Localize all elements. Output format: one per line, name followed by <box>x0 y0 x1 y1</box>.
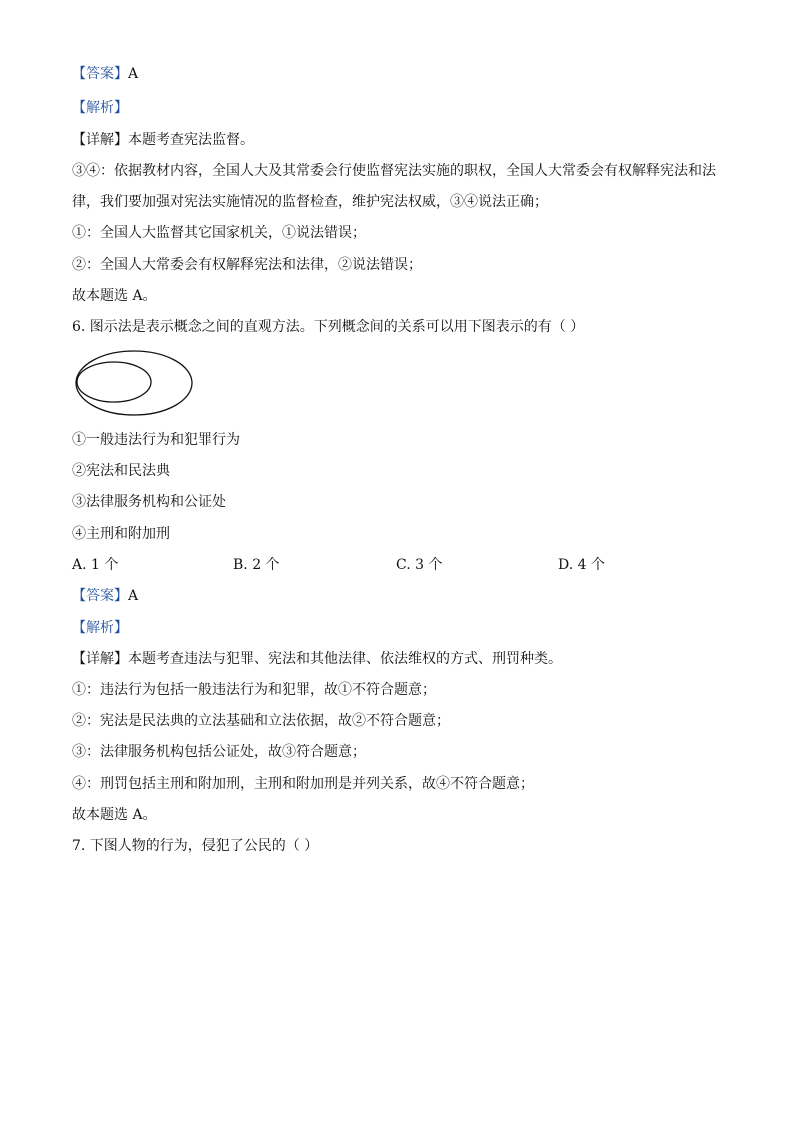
outer-ellipse <box>76 351 192 415</box>
q6-item-4: ④主刑和附加刑 <box>72 526 170 542</box>
q6-option-b: B. 2 个 <box>233 557 280 573</box>
answer-value: A <box>128 588 139 604</box>
q5-line-4: ②：全国人大常委会有权解释宪法和法律，②说法错误； <box>72 257 422 273</box>
q6-answer <box>72 586 732 606</box>
q5-line-2: 律，我们要加强对宪法实施情况的监督检查，维护宪法权威，③④说法正确； <box>72 194 548 210</box>
q6-detail <box>72 649 732 669</box>
q6-conclusion: 故本题选 A。 <box>72 807 157 823</box>
q6-line-4: ④：刑罚包括主刑和附加刑，主刑和附加刑是并列关系，故④不符合题意； <box>72 776 534 792</box>
answer-tag: 【答案】 <box>72 588 128 604</box>
q5-answer <box>72 64 732 84</box>
q6-option-d: D. 4 个 <box>558 557 605 573</box>
detail-text: 本题考查违法与犯罪、宪法和其他法律、依法维权的方式、刑罚种类。 <box>128 651 562 667</box>
q5-analysis-heading <box>72 98 732 118</box>
analysis-tag: 【解析】 <box>72 100 128 116</box>
analysis-tag: 【解析】 <box>72 620 128 636</box>
q5-line-3: ①：全国人大监督其它国家机关，①说法错误； <box>72 225 366 241</box>
q6-line-3: ③：法律服务机构包括公证处，故③符合题意； <box>72 744 366 760</box>
q6-line-2: ②：宪法是民法典的立法基础和立法依据，故②不符合题意； <box>72 713 450 729</box>
q5-line-1: ③④：依据教材内容，全国人大及其常委会行使监督宪法实施的职权，全国人大常委会有权解释宪法和法 <box>72 163 716 179</box>
detail-text: 本题考查宪法监督。 <box>128 132 254 148</box>
detail-tag: 【详解】 <box>72 651 128 667</box>
q6-option-c: C. 3 个 <box>396 557 443 573</box>
q5-detail <box>72 130 732 150</box>
q6-line-1: ①：违法行为包括一般违法行为和犯罪，故①不符合题意； <box>72 682 436 698</box>
q5-conclusion: 故本题选 A。 <box>72 288 157 304</box>
answer-tag: 【答案】 <box>72 66 128 82</box>
q6-item-2: ②宪法和民法典 <box>72 463 170 479</box>
q6-analysis-heading <box>72 618 732 638</box>
inner-ellipse <box>77 362 151 402</box>
q6-item-3: ③法律服务机构和公证处 <box>72 494 226 510</box>
venn-diagram <box>74 348 196 418</box>
q6-item-1: ①一般违法行为和犯罪行为 <box>72 432 240 448</box>
q6-stem: 6. 图示法是表示概念之间的直观方法。下列概念间的关系可以用下图表示的有（ ） <box>72 319 585 335</box>
answer-value: A <box>128 66 139 82</box>
q7-stem: 7. 下图人物的行为，侵犯了公民的（ ） <box>72 838 319 854</box>
q6-option-a: A. 1 个 <box>72 557 119 573</box>
detail-tag: 【详解】 <box>72 132 128 148</box>
